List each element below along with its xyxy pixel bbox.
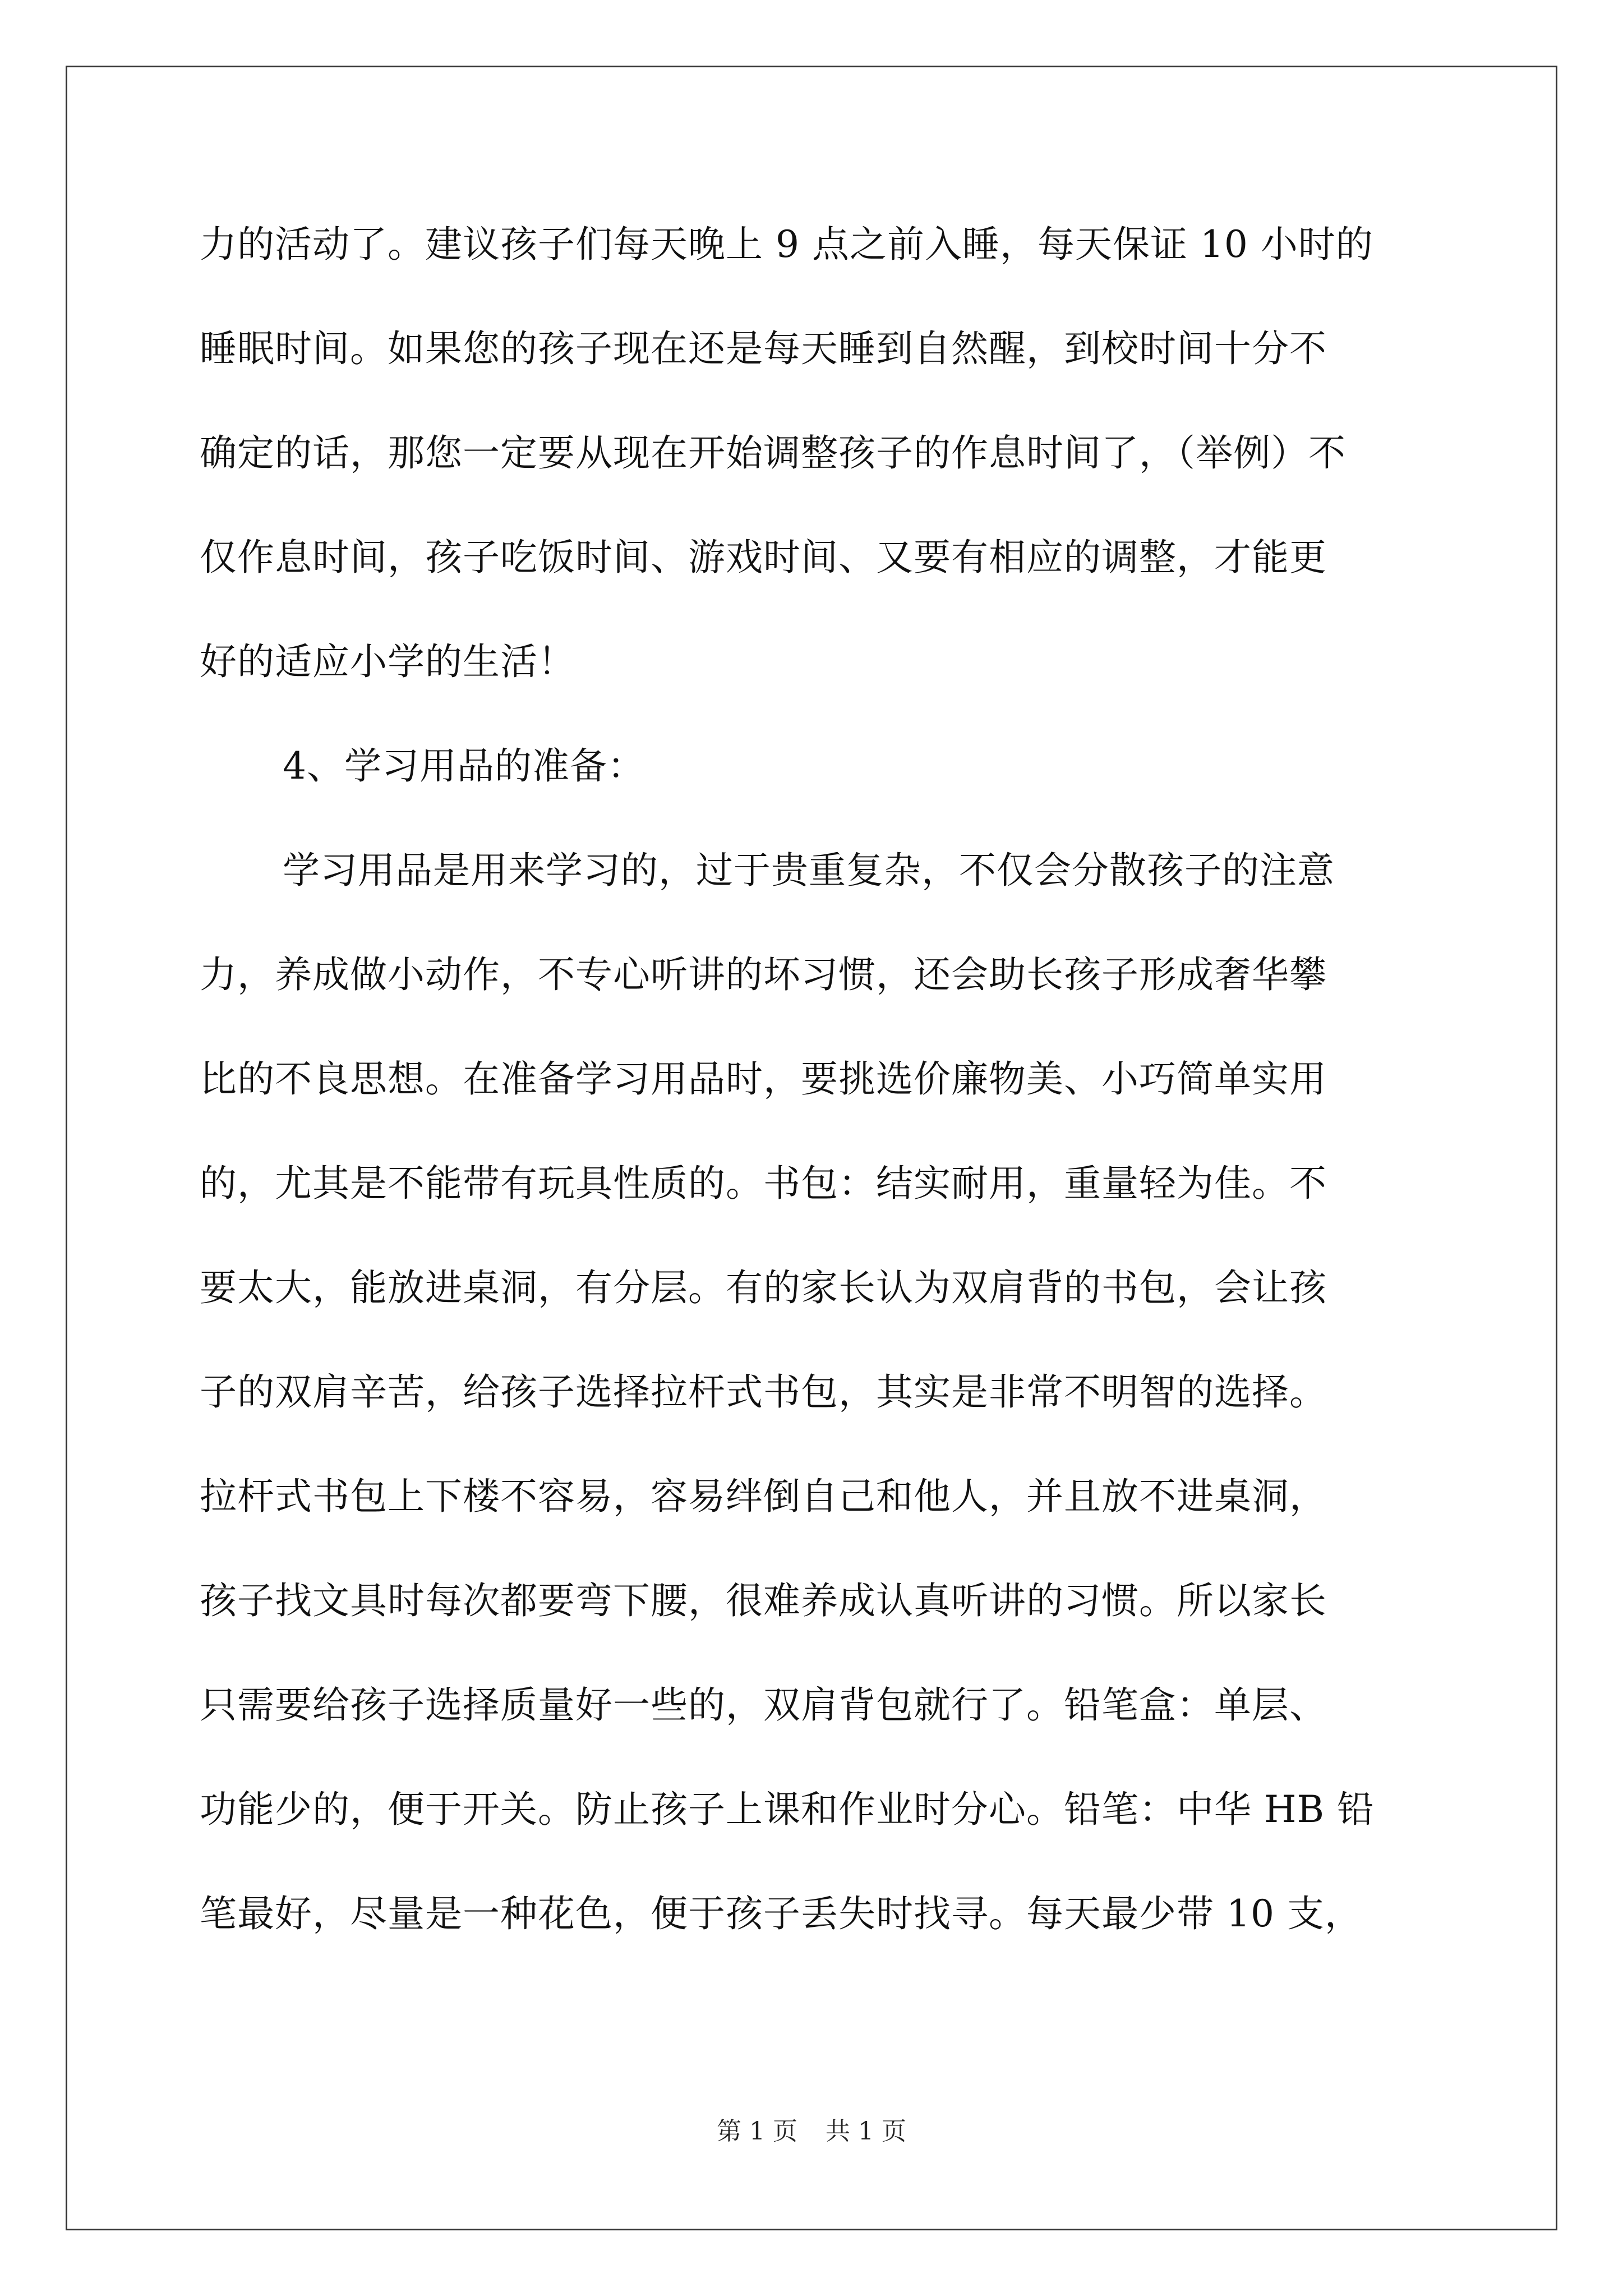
body-text-line: 力的活动了。建议孩子们每天晚上 9 点之前入睡，每天保证 10 小时的 — [200, 223, 1373, 266]
section-heading: 4、学习用品的准备： — [283, 744, 645, 788]
body-text-line: 仅作息时间，孩子吃饭时间、游戏时间、又要有相应的调整，才能更 — [200, 536, 1327, 579]
body-text-line: 拉杆式书包上下楼不容易，容易绊倒自己和他人，并且放不进桌洞， — [200, 1475, 1327, 1518]
body-text-line: 好的适应小学的生活！ — [200, 640, 575, 683]
body-text-line: 只需要给孩子选择质量好一些的，双肩背包就行了。铅笔盒：单层、 — [200, 1683, 1327, 1727]
page-footer — [0, 2115, 1623, 2148]
body-text-line: 功能少的，便于开关。防止孩子上课和作业时分心。铅笔：中华 HB 铅 — [200, 1788, 1375, 1831]
document-body — [200, 213, 1433, 1987]
body-text-line: 孩子找文具时每次都要弯下腰，很难养成认真听讲的习惯。所以家长 — [200, 1579, 1327, 1622]
body-text-line: 学习用品是用来学习的，过于贵重复杂，不仅会分散孩子的注意 — [283, 849, 1335, 892]
page-number: 第 1 页 — [717, 2117, 797, 2146]
body-text-line: 的，尤其是不能带有玩具性质的。书包：结实耐用，重量轻为佳。不 — [200, 1162, 1327, 1205]
body-text-line: 子的双肩辛苦，给孩子选择拉杆式书包，其实是非常不明智的选择。 — [200, 1370, 1327, 1414]
body-text-line: 睡眠时间。如果您的孩子现在还是每天睡到自然醒，到校时间十分不 — [200, 327, 1327, 370]
body-text-line: 要太大，能放进桌洞，有分层。有的家长认为双肩背的书包，会让孩 — [200, 1266, 1327, 1309]
body-text-line: 确定的话，那您一定要从现在开始调整孩子的作息时间了，（举例）不 — [200, 431, 1346, 475]
page-total: 共 1 页 — [826, 2117, 906, 2146]
body-text-line: 力，养成做小动作，不专心听讲的坏习惯，还会助长孩子形成奢华攀 — [200, 953, 1327, 996]
body-text-line: 比的不良思想。在准备学习用品时，要挑选价廉物美、小巧简单实用 — [200, 1057, 1327, 1101]
body-text-line: 笔最好，尽量是一种花色，便于孩子丢失时找寻。每天最少带 10 支， — [200, 1892, 1362, 1935]
